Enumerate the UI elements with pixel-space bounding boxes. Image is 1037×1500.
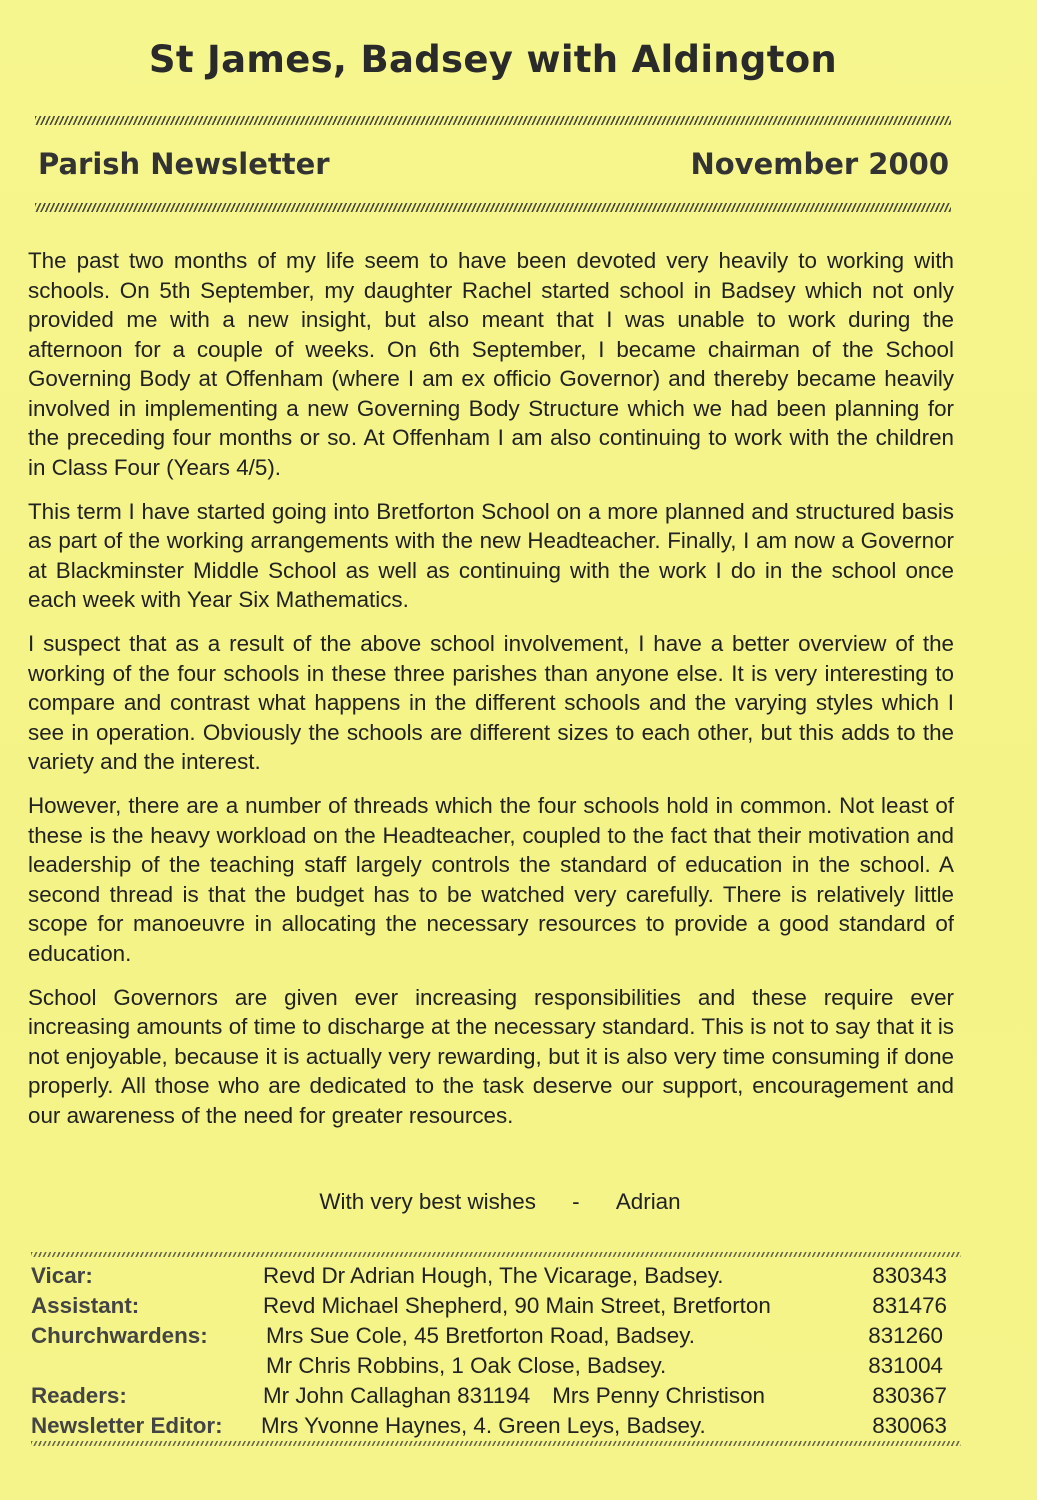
contact-role: Readers: xyxy=(31,1383,127,1408)
contact-row-readers xyxy=(31,1381,951,1411)
contact-phone: 830367 xyxy=(872,1383,947,1408)
newsletter-date: November 2000 xyxy=(690,147,949,181)
contact-phone: 831260 xyxy=(868,1323,943,1348)
page-title: St James, Badsey with Aldington xyxy=(148,38,838,81)
reader-2: Mrs Penny Christison xyxy=(552,1383,765,1408)
contact-detail: Mrs Yvonne Haynes, 4. Green Leys, Badsey. xyxy=(261,1413,706,1438)
contact-row-vicar xyxy=(31,1261,951,1291)
contact-phone: 831004 xyxy=(868,1353,943,1378)
signature: Adrian xyxy=(615,1189,681,1214)
signoff xyxy=(0,1189,1000,1215)
newsletter-subtitle: Parish Newsletter xyxy=(38,147,330,181)
contacts-bottom-divider xyxy=(31,1441,961,1446)
contacts-top-divider xyxy=(31,1252,961,1257)
contact-role: Vicar: xyxy=(31,1263,93,1288)
title-divider xyxy=(35,116,951,125)
contact-detail: Revd Michael Shepherd, 90 Main Street, Bretforton xyxy=(263,1293,771,1318)
contact-row-editor xyxy=(31,1411,951,1441)
reader-1: Mr John Callaghan 831194 xyxy=(263,1383,531,1408)
contact-detail xyxy=(263,1381,765,1411)
contacts-table xyxy=(31,1261,951,1441)
letter-paragraph: I suspect that as a result of the above school involvement, I have a better overview of the working of the four schools in these three parishes than anyone else. It is very interesting to compare and contrast what happens in the different schools and the varying styles which I see in operation. Obviously the schools are different sizes to each other, but this adds to the variety and the interest. xyxy=(28,631,954,774)
contact-phone: 830063 xyxy=(872,1413,947,1438)
contact-detail: Revd Dr Adrian Hough, The Vicarage, Badsey. xyxy=(263,1263,724,1288)
letter-body xyxy=(28,246,954,1145)
contact-role: Assistant: xyxy=(31,1293,140,1318)
contact-role: Newsletter Editor: xyxy=(31,1413,223,1438)
letter-paragraph: School Governors are given ever increasing responsibilities and these require ever increasing amounts of time to discharge at the necessary standard. This is not to say that it is not enjoyable, because it is actually very rewarding, but it is also very time consuming if done properly. All those who are dedicated to the task deserve our support, encouragement and our awareness of the need for greater resources. xyxy=(28,984,954,1128)
contact-row-assistant xyxy=(31,1291,951,1321)
letter-paragraph: This term I have started going into Bretforton School on a more planned and structured basis as part of the working arrangements with the new Headteacher. Finally, I am now a Governor at Blackminster Middle School as well as continuing with the work I do in the school once each week with Year Six Mathematics. xyxy=(28,498,954,612)
closing-text: With very best wishes xyxy=(319,1189,536,1214)
contact-detail: Mrs Sue Cole, 45 Bretforton Road, Badsey. xyxy=(266,1323,695,1348)
contact-row-churchwarden-1 xyxy=(31,1321,951,1351)
contact-role: Churchwardens: xyxy=(31,1323,208,1348)
contact-phone: 831476 xyxy=(872,1293,947,1318)
contact-detail: Mr Chris Robbins, 1 Oak Close, Badsey. xyxy=(266,1353,667,1378)
contact-row-churchwarden-2 xyxy=(31,1351,951,1381)
subtitle-divider xyxy=(35,203,951,212)
signoff-separator: - xyxy=(572,1189,580,1214)
letter-paragraph: The past two months of my life seem to have been devoted very heavily to working with schools. On 5th September, my daughter Rachel started school in Badsey which not only provided me with a new insight, but also meant that I was unable to work during the afternoon for a couple of weeks. On 6th September, I became chairman of the School Governing Body at Offenham (where I am ex officio Governor) and thereby became heavily involved in implementing a new Governing Body Structure which we had been planning for the preceding four months or so. At Offenham I am also continuing to work with the children in Class Four (Years 4/5). xyxy=(28,248,954,480)
letter-paragraph: However, there are a number of threads which the four schools hold in common. Not least of these is the heavy workload on the Headteacher, coupled to the fact that their motivation and leadership of the teaching staff largely controls the standard of education in the school. A second thread is that the budget has to be watched very carefully. There is relatively little scope for manoeuvre in allocating the necessary resources to provide a good standard of education. xyxy=(28,793,954,966)
contact-phone: 830343 xyxy=(872,1263,947,1288)
